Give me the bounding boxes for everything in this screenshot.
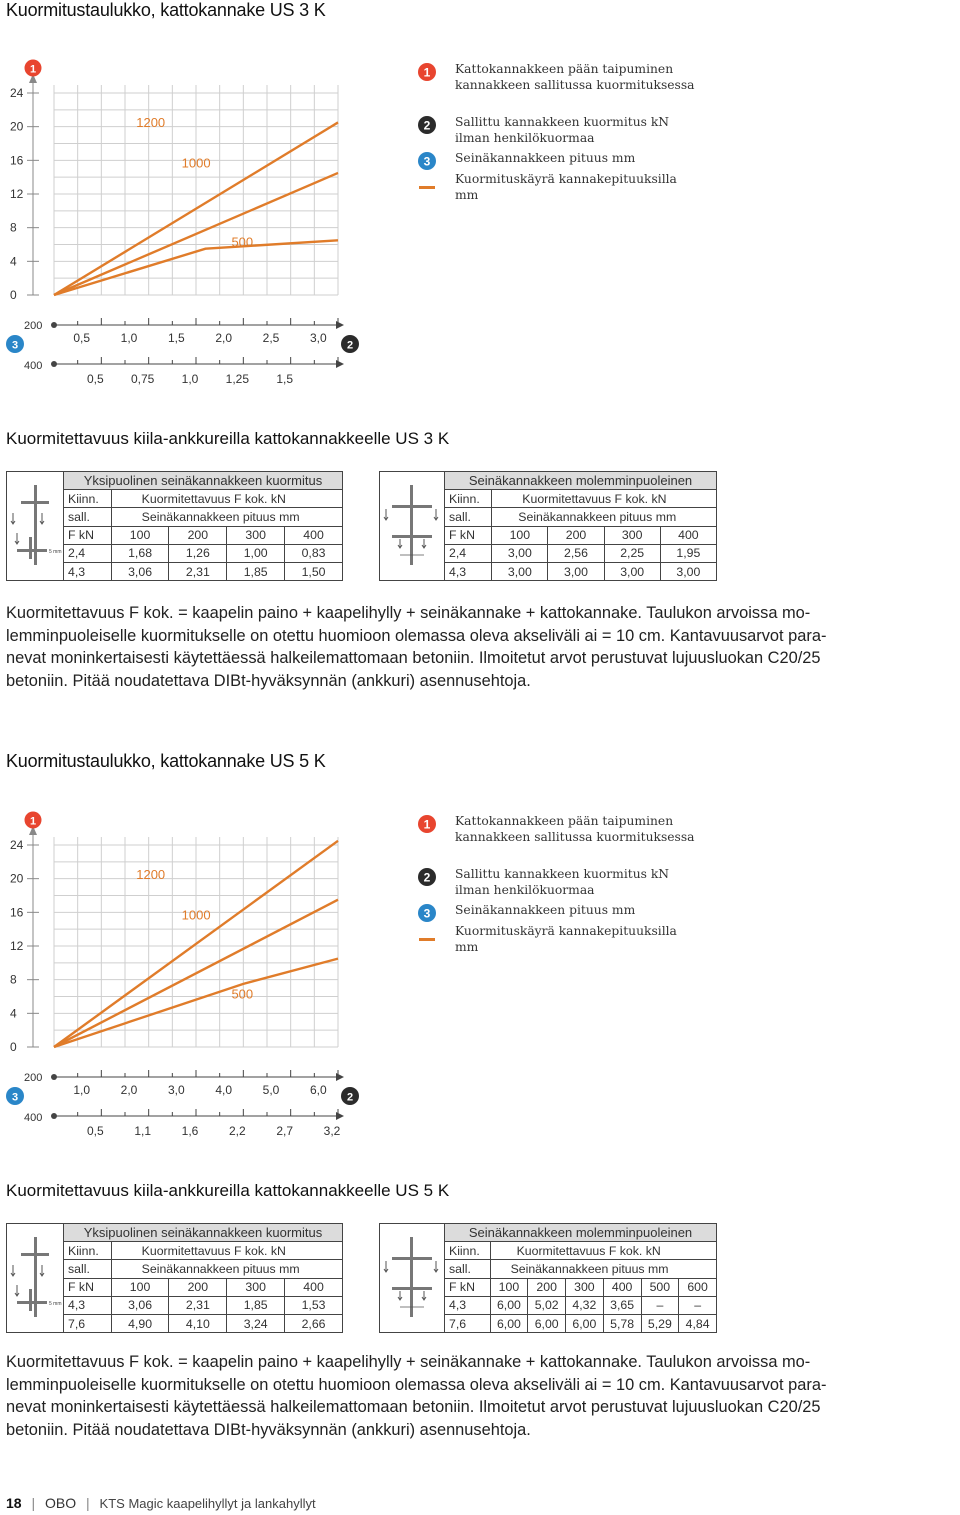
capacity-label: Kuormitettavuus F kok. kN [490, 1242, 716, 1260]
force-cell: 7,6 [445, 1314, 491, 1332]
force-cell: 4,3 [445, 562, 492, 580]
length-cell: 100 [490, 1278, 528, 1296]
kiinn-label: Kiinn. [445, 1242, 491, 1260]
load-curve-icon [419, 938, 435, 941]
double-side-diagram [380, 1224, 445, 1333]
marker-2-label: 2 [346, 339, 354, 352]
legend-text-4: Kuormituskäyrä kannakepituuksilla mm [455, 924, 677, 954]
axis-200-tick-label: 6,0 [309, 1083, 327, 1097]
value-cell: 3,00 [492, 562, 548, 580]
capacity-label: Kuormitettavuus F kok. kN [492, 490, 717, 508]
force-cell: 4,3 [445, 1296, 491, 1314]
value-cell: 5,78 [603, 1314, 641, 1332]
fkn-label: F kN [445, 526, 492, 544]
y-tick-label: 0 [10, 1040, 17, 1054]
product-name: KTS Magic kaapelihyllyt ja lankahyllyt [99, 1496, 316, 1511]
axis-400-tick-label: 2,2 [228, 1124, 246, 1138]
single-side-diagram [7, 1224, 64, 1333]
length-cell: 200 [169, 1278, 227, 1296]
double-bracket-icon [380, 1227, 444, 1327]
force-cell: 2,4 [445, 544, 492, 562]
value-cell: 3,24 [227, 1314, 285, 1332]
chart-us3k [0, 50, 380, 395]
length-cell: 200 [528, 1278, 566, 1296]
length-cell: 400 [603, 1278, 641, 1296]
force-cell: 4,3 [64, 562, 112, 580]
axis-400-tick-label: 0,75 [130, 372, 155, 386]
axis-400-tick-label: 0,5 [86, 1124, 104, 1138]
double-bracket-icon [380, 475, 444, 575]
legend-text-2: Sallittu kannakkeen kuormitus kN ilman henkilökuormaa [455, 115, 670, 145]
legend-text-4: Kuormituskäyrä kannakepituuksilla mm [455, 172, 677, 202]
marker-3-label: 3 [11, 339, 19, 352]
value-cell: 3,00 [548, 562, 604, 580]
axis-200-tick-label: 0,5 [73, 331, 91, 345]
table-header: Yksipuolinen seinäkannakkeen kuormitus [64, 1224, 343, 1242]
value-cell: 6,00 [566, 1314, 604, 1332]
value-cell: 1,26 [169, 544, 227, 562]
value-cell: 1,95 [660, 544, 716, 562]
axis-400-tick-label: 1,5 [276, 372, 294, 386]
series-label-1200: 1200 [136, 867, 166, 883]
svg-text:5 mm: 5 mm [49, 1300, 62, 1307]
axis-200-tick-label: 3,0 [309, 331, 327, 345]
y-tick-label: 24 [10, 86, 24, 100]
value-cell: 2,66 [285, 1314, 343, 1332]
series-label-500: 500 [231, 986, 254, 1002]
value-cell: 2,31 [169, 1296, 227, 1314]
value-cell: – [679, 1296, 717, 1314]
length-cell: 600 [679, 1278, 717, 1296]
legend-text-1: Kattokannakkeen pään taipuminen kannakkeen sallitussa kuormituksessa [455, 62, 695, 92]
brand-name: OBO [45, 1495, 77, 1511]
axis-200-tick-label: 1,5 [167, 331, 185, 345]
length-cell: 200 [548, 526, 604, 544]
marker-1-label: 1 [29, 63, 37, 76]
axis-arrow-icon [336, 321, 344, 329]
load-curve-icon [419, 186, 435, 189]
value-cell: 1,68 [111, 544, 169, 562]
svg-text:2: 2 [423, 870, 431, 885]
kiinn-label: Kiinn. [445, 490, 492, 508]
single-side-diagram [7, 472, 64, 581]
series-label-1200: 1200 [136, 115, 166, 131]
section2-title: Kuormitustaulukko, kattokannake US 5 K [6, 751, 326, 771]
section1-subtitle: Kuormitettavuus kiila-ankkureilla kattokannakkeelle US 3 K [6, 429, 450, 448]
table-header: Seinäkannakkeen molemminpuoleinen [445, 472, 717, 490]
length-cell: 400 [660, 526, 716, 544]
fkn-label: F kN [445, 1278, 491, 1296]
marker-1-label: 1 [29, 815, 37, 828]
capacity-label: Kuormitettavuus F kok. kN [111, 490, 342, 508]
table-us3k-single [6, 471, 343, 581]
axis-origin-dot [51, 1074, 57, 1080]
paragraph-line: betoniin. Pitää noudatettava DIBt-hyväksynnän (ankkuri) asennusehtoja. [6, 1420, 531, 1439]
single-bracket-icon [7, 1227, 63, 1327]
wall-400-label: 400 [24, 1112, 43, 1124]
axis-200-tick-label: 2,5 [262, 331, 280, 345]
legend-us5k [417, 814, 717, 964]
axis-200-tick-label: 4,0 [215, 1083, 233, 1097]
y-tick-label: 8 [10, 220, 17, 235]
value-cell: 3,00 [604, 562, 660, 580]
marker-2-label: 2 [346, 1091, 354, 1104]
paragraph-line: Kuormitettavuus F kok. = kaapelin paino + kaapelihylly + seinäkannake + kattokannake. Taulukon arvoissa mo- [6, 1353, 811, 1371]
axis-200-tick-label: 3,0 [167, 1083, 185, 1097]
value-cell: 1,50 [285, 562, 343, 580]
axis-400-tick-label: 1,0 [181, 372, 199, 386]
force-cell: 2,4 [64, 544, 112, 562]
axis-origin-dot [51, 1113, 57, 1119]
y-tick-label: 16 [10, 153, 24, 168]
svg-text:3: 3 [423, 154, 431, 169]
marker-1-icon [417, 814, 437, 834]
axis-200-tick-label: 2,0 [120, 1083, 138, 1097]
axis-400-tick-label: 3,2 [323, 1124, 341, 1138]
value-cell: 3,00 [660, 562, 716, 580]
axis-400-tick-label: 0,5 [86, 372, 104, 386]
paragraph-line: lemminpuoleiselle kuormitukselle on otettu huomioon olemassa oleva akseliväli ai = 10 cm. Kantavuusarvot para- [6, 626, 827, 645]
section2-subtitle: Kuormitettavuus kiila-ankkureilla kattokannakkeelle US 5 K [6, 1181, 450, 1200]
paragraph-line: nevat moninkertaisesti käytettäessä halkeilemattomaan betoniin. Ilmoitetut arvot perustuvat lujuusluokan C20/25 [6, 1398, 821, 1417]
paragraph-line: nevat moninkertaisesti käytettäessä halkeilemattomaan betoniin. Ilmoitetut arvot perustuvat lujuusluokan C20/25 [6, 649, 821, 668]
axis-200-tick-label: 1,0 [73, 1083, 91, 1097]
length-cell: 300 [227, 1278, 285, 1296]
paragraph-line: lemminpuoleiselle kuormitukselle on otettu huomioon olemassa oleva akseliväli ai = 10 cm. Kantavuusarvot para- [6, 1375, 827, 1394]
axis-400-tick-label: 1,25 [225, 372, 250, 386]
value-cell: 3,06 [111, 562, 169, 580]
marker-1-icon [417, 62, 437, 82]
marker-3-icon [417, 151, 437, 171]
svg-text:2: 2 [423, 118, 431, 133]
fkn-label: F kN [64, 526, 112, 544]
value-cell: 2,31 [169, 562, 227, 580]
length-cell: 300 [604, 526, 660, 544]
force-cell: 4,3 [64, 1296, 112, 1314]
series-label-500: 500 [231, 234, 254, 250]
axis-400-tick-label: 1,1 [134, 1124, 152, 1138]
section1-title: Kuormitustaulukko, kattokannake US 3 K [6, 0, 326, 20]
length-cell: 100 [111, 526, 169, 544]
marker-3-icon [417, 903, 437, 923]
page-number: 18 [6, 1495, 22, 1511]
value-cell: 1,85 [227, 562, 285, 580]
marker-3-label: 3 [11, 1091, 19, 1104]
svg-text:1: 1 [423, 65, 431, 80]
axis-200-tick-label: 2,0 [215, 331, 233, 345]
value-cell: 3,65 [603, 1296, 641, 1314]
paragraph-line: betoniin. Pitää noudatettava DIBt-hyväksynnän (ankkuri) asennusehtoja. [6, 671, 531, 690]
section2-paragraph [6, 1351, 956, 1441]
y-tick-label: 4 [10, 254, 17, 269]
value-cell: 2,25 [604, 544, 660, 562]
legend-text-3: Seinäkannakkeen pituus mm [455, 903, 636, 917]
y-tick-label: 20 [10, 119, 24, 134]
y-tick-label: 12 [10, 187, 24, 201]
length-cell: 400 [285, 1278, 343, 1296]
series-label-1000: 1000 [181, 155, 211, 171]
sall-label: sall. [445, 508, 492, 526]
value-cell: 4,10 [169, 1314, 227, 1332]
length-cell: 100 [492, 526, 548, 544]
wall-400-label: 400 [24, 360, 43, 372]
y-tick-label: 12 [10, 939, 24, 953]
marker-2-icon [417, 867, 437, 887]
table-us5k-single [6, 1223, 343, 1333]
kiinn-label: Kiinn. [64, 490, 112, 508]
length-cell: 400 [285, 526, 343, 544]
svg-text:1: 1 [423, 817, 431, 832]
fkn-label: F kN [64, 1278, 112, 1296]
value-cell: 6,00 [490, 1314, 528, 1332]
table-us3k-double [379, 471, 717, 581]
legend-text-3: Seinäkannakkeen pituus mm [455, 151, 636, 165]
legend-us3k [417, 62, 717, 212]
double-side-diagram [380, 472, 445, 581]
y-tick-label: 16 [10, 905, 24, 920]
length-cell: 200 [169, 526, 227, 544]
marker-2-icon [417, 115, 437, 135]
wall-200-label: 200 [24, 320, 43, 332]
legend-text-1: Kattokannakkeen pään taipuminen kannakkeen sallitussa kuormituksessa [455, 814, 695, 844]
table-us5k-double [379, 1223, 717, 1333]
section1-paragraph [6, 602, 956, 692]
value-cell: 4,90 [111, 1314, 169, 1332]
wall-200-label: 200 [24, 1072, 43, 1084]
length-label: Seinäkannakkeen pituus mm [490, 1260, 716, 1278]
chart-us5k [0, 802, 380, 1147]
value-cell: 5,02 [528, 1296, 566, 1314]
axis-200-tick-label: 5,0 [262, 1083, 280, 1097]
length-cell: 500 [641, 1278, 679, 1296]
axis-400-tick-label: 2,7 [276, 1124, 294, 1138]
svg-text:3: 3 [423, 906, 431, 921]
value-cell: 6,00 [528, 1314, 566, 1332]
value-cell: 3,06 [111, 1296, 169, 1314]
series-label-1000: 1000 [181, 907, 211, 923]
value-cell: 1,53 [285, 1296, 343, 1314]
capacity-label: Kuormitettavuus F kok. kN [111, 1242, 342, 1260]
value-cell: 4,32 [566, 1296, 604, 1314]
value-cell: 5,29 [641, 1314, 679, 1332]
footer: 18 | OBO | KTS Magic kaapelihyllyt ja lankahyllyt [6, 1495, 316, 1511]
axis-origin-dot [51, 322, 57, 328]
axis-arrow-icon [336, 1112, 344, 1120]
kiinn-label: Kiinn. [64, 1242, 112, 1260]
y-tick-label: 4 [10, 1006, 17, 1021]
axis-200-tick-label: 1,0 [120, 331, 138, 345]
axis-arrow-icon [336, 360, 344, 368]
y-tick-label: 24 [10, 838, 24, 852]
length-cell: 100 [111, 1278, 169, 1296]
value-cell: 4,84 [679, 1314, 717, 1332]
value-cell: 1,85 [227, 1296, 285, 1314]
axis-origin-dot [51, 361, 57, 367]
y-tick-label: 8 [10, 972, 17, 987]
table-header: Seinäkannakkeen molemminpuoleinen [445, 1224, 717, 1242]
value-cell: 0,83 [285, 544, 343, 562]
length-cell: 300 [566, 1278, 604, 1296]
value-cell: 6,00 [490, 1296, 528, 1314]
axis-arrow-icon [336, 1073, 344, 1081]
paragraph-line: Kuormitettavuus F kok. = kaapelin paino + kaapelihylly + seinäkannake + kattokannake. Taulukon arvoissa mo- [6, 604, 811, 622]
force-cell: 7,6 [64, 1314, 112, 1332]
value-cell: – [641, 1296, 679, 1314]
sall-label: sall. [445, 1260, 491, 1278]
table-header: Yksipuolinen seinäkannakkeen kuormitus [64, 472, 343, 490]
value-cell: 1,00 [227, 544, 285, 562]
length-label: Seinäkannakkeen pituus mm [111, 1260, 342, 1278]
y-tick-label: 0 [10, 288, 17, 302]
legend-text-2: Sallittu kannakkeen kuormitus kN ilman henkilökuormaa [455, 867, 670, 897]
single-bracket-icon [7, 475, 63, 575]
value-cell: 3,00 [492, 544, 548, 562]
sall-label: sall. [64, 1260, 112, 1278]
sall-label: sall. [64, 508, 112, 526]
length-label: Seinäkannakkeen pituus mm [111, 508, 342, 526]
length-label: Seinäkannakkeen pituus mm [492, 508, 717, 526]
length-cell: 300 [227, 526, 285, 544]
y-tick-label: 20 [10, 871, 24, 886]
svg-text:5 mm: 5 mm [49, 548, 62, 555]
value-cell: 2,56 [548, 544, 604, 562]
axis-400-tick-label: 1,6 [181, 1124, 199, 1138]
